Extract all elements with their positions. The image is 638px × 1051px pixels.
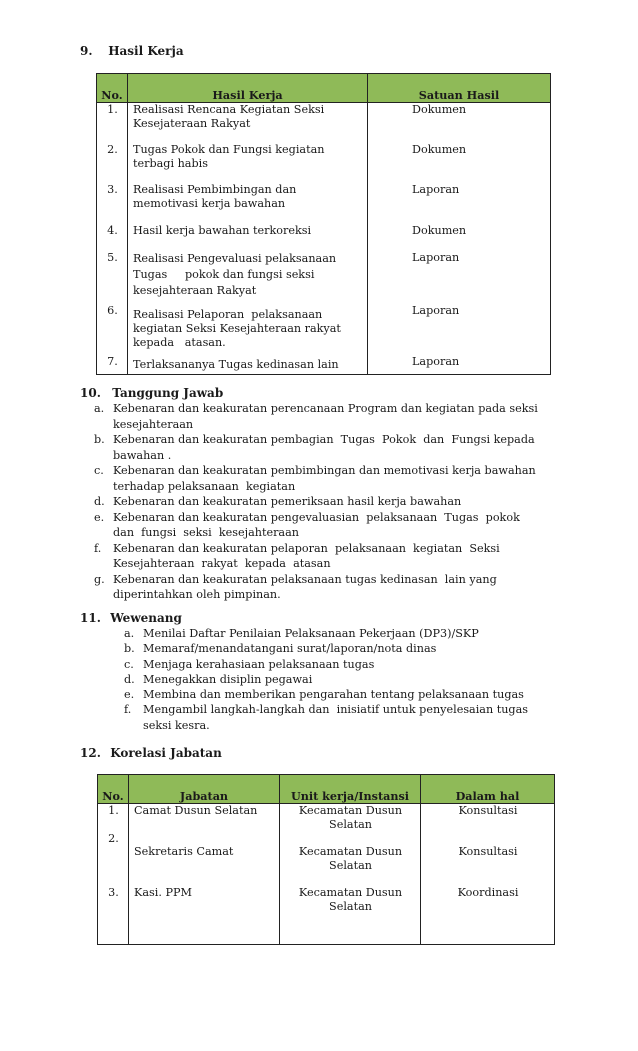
table-row: [97, 251, 551, 304]
satuan-hasil-cell: Laporan: [368, 355, 551, 375]
cell-line: terbagi habis: [133, 156, 208, 170]
row-number: 6.: [97, 304, 128, 355]
item-text: Menjaga kerahasiaan pelaksanaan tugas: [143, 657, 375, 671]
list-item: [94, 510, 564, 541]
item-line: Kebenaran dan keakuratan pelaporan pelaksanaan kegiatan Seksi: [113, 541, 500, 555]
item-marker: c.: [94, 464, 104, 477]
cell-line: Kecamatan Dusun: [298, 804, 403, 817]
list-item: [94, 432, 564, 463]
list-item: [124, 687, 544, 702]
wewenang-list: [124, 626, 544, 733]
item-line: Kebenaran dan keakuratan pembimbingan dan memotivasi kerja bawahan: [113, 464, 536, 477]
cell-line: Terlaksananya Tugas kedinasan lain: [133, 357, 339, 371]
item-text: [113, 494, 564, 510]
item-marker: a.: [124, 627, 135, 640]
table-row: [97, 143, 551, 183]
hasil-kerja-cell: [128, 183, 368, 224]
table-row: [97, 224, 551, 251]
item-line: Kebenaran dan keakuratan pembagian Tugas Pokok dan Fungsi kepada: [113, 433, 535, 446]
cell-line: Tugas Pokok dan Fungsi kegiatan: [133, 142, 325, 156]
list-item: [94, 541, 564, 572]
item-marker: b.: [124, 642, 135, 656]
section-number: 10.: [80, 386, 101, 400]
section-number: 11.: [80, 611, 101, 625]
section-number: 12.: [80, 746, 101, 760]
list-item: [94, 401, 564, 432]
section-number: 9.: [80, 44, 93, 58]
cell-line: Realisasi Pelaporan pelaksanaan: [133, 307, 323, 321]
list-item: [94, 463, 564, 494]
cell-line: Kecamatan Dusun: [298, 845, 403, 858]
jabatan-cell: Camat Dusun Selatan: [129, 804, 280, 833]
item-marker: d.: [124, 672, 135, 686]
cell-line: Hasil kerja bawahan terkoreksi: [133, 223, 312, 237]
list-item: [124, 641, 544, 656]
satuan-hasil-cell: Laporan: [368, 304, 551, 355]
row-number-text: 2.: [108, 832, 119, 845]
header-hasil-kerja: Hasil Kerja: [128, 74, 368, 103]
item-text: [113, 572, 564, 603]
unit-kerja-cell: [280, 804, 421, 833]
list-item: [124, 672, 544, 687]
hasil-kerja-cell: [128, 143, 368, 183]
row-number: 2.: [97, 143, 128, 183]
tanggung-jawab-list: [94, 401, 564, 603]
cell-line: Realisasi Pembimbingan dan: [133, 182, 297, 196]
cell-line: Selatan: [329, 818, 372, 831]
table-row: [98, 804, 555, 833]
item-line: Kebenaran dan keakuratan perencanaan Program dan kegiatan pada seksi: [113, 402, 538, 415]
dalam-hal-cell: Konsultasi: [421, 804, 555, 833]
hasil-kerja-cell: [128, 304, 368, 355]
header-dalam-hal: Dalam hal: [421, 775, 555, 804]
row-number: 3.: [97, 183, 128, 224]
satuan-hasil-cell: Dokumen: [368, 224, 551, 251]
cell-line: Kecamatan Dusun: [298, 886, 403, 899]
jabatan-cell: Sekretaris Camat: [129, 832, 280, 873]
header-satuan-hasil: Satuan Hasil: [368, 74, 551, 103]
jabatan-cell: Kasi. PPM: [129, 873, 280, 944]
list-item: [124, 626, 544, 641]
list-item: [94, 494, 564, 510]
list-item: [124, 657, 544, 672]
row-number: 4.: [97, 224, 128, 251]
item-line: Kebenaran dan keakuratan pengevaluasian pelaksanaan Tugas pokok: [113, 510, 520, 524]
item-marker: b.: [94, 433, 105, 446]
item-line: diperintahkan oleh pimpinan.: [113, 588, 281, 601]
hasil-kerja-cell: [128, 251, 368, 304]
header-no: No.: [97, 74, 128, 103]
list-item: [124, 702, 544, 733]
item-marker: f.: [124, 703, 132, 717]
unit-kerja-cell: [280, 832, 421, 873]
item-line: Kebenaran dan keakuratan pemeriksaan hasil kerja bawahan: [113, 495, 462, 508]
item-text: [113, 510, 564, 541]
row-number: 3.: [98, 873, 129, 944]
table-header-row: [98, 775, 555, 804]
cell-line: kegiatan Seksi Kesejahteraan rakyat: [133, 321, 341, 335]
cell-line: Realisasi Rencana Kegiatan Seksi: [133, 103, 325, 116]
table-row: [97, 355, 551, 375]
section-10-heading: [80, 386, 223, 400]
section-title: Hasil Kerja: [108, 44, 184, 58]
cell-line: Selatan: [329, 859, 372, 872]
item-text: Menegakkan disiplin pegawai: [143, 672, 313, 686]
hasil-kerja-table: [96, 73, 551, 375]
dalam-hal-cell: Konsultasi: [421, 832, 555, 873]
header-unit-kerja: Unit kerja/Instansi: [280, 775, 421, 804]
table-header-row: [97, 74, 551, 103]
cell-line: Kesejateraan Rakyat: [133, 117, 251, 130]
section-title: Wewenang: [110, 611, 182, 625]
item-text: [113, 401, 564, 432]
item-line: bawahan .: [113, 448, 172, 462]
cell-line: Selatan: [329, 900, 372, 913]
hasil-kerja-cell: [128, 103, 368, 143]
satuan-hasil-cell: Laporan: [368, 251, 551, 304]
hasil-kerja-cell: [128, 355, 368, 375]
item-line: Kebenaran dan keakuratan pelaksanaan tugas kedinasan lain yang: [113, 572, 497, 586]
item-marker: d.: [94, 495, 105, 508]
item-text: Memaraf/menandatangani surat/laporan/nota dinas: [143, 642, 437, 656]
cell-line: kesejahteraan Rakyat: [133, 283, 257, 297]
cell-line: Realisasi Pengevaluasi pelaksanaan: [133, 251, 337, 265]
item-marker: a.: [94, 402, 105, 415]
row-number: 1.: [98, 804, 129, 833]
table-row: [97, 103, 551, 143]
satuan-hasil-cell: Dokumen: [368, 103, 551, 143]
item-text: [113, 432, 564, 463]
item-line: Mengambil langkah-langkah dan inisiatif untuk penyelesaian tugas: [143, 703, 529, 717]
item-marker: f.: [94, 541, 102, 555]
unit-kerja-cell: [280, 873, 421, 944]
header-no: No.: [98, 775, 129, 804]
row-number: [98, 832, 129, 873]
satuan-hasil-cell: Dokumen: [368, 143, 551, 183]
list-item: [94, 572, 564, 603]
item-line: Kesejahteraan rakyat kepada atasan: [113, 557, 331, 570]
section-11-heading: [80, 611, 182, 625]
item-text: [143, 702, 544, 733]
section-9-heading: [80, 44, 184, 58]
row-number: 1.: [97, 103, 128, 143]
cell-line: Tugas pokok dan fungsi seksi: [133, 267, 315, 281]
cell-line: kepada atasan.: [133, 335, 226, 349]
row-number: 5.: [97, 251, 128, 304]
item-line: dan fungsi seksi kesejahteraan: [113, 526, 299, 539]
section-title: Korelasi Jabatan: [110, 746, 222, 760]
item-text: Membina dan memberikan pengarahan tentang pelaksanaan tugas: [143, 688, 524, 702]
header-jabatan: Jabatan: [129, 775, 280, 804]
korelasi-jabatan-table: [97, 774, 555, 945]
item-line: seksi kesra.: [143, 718, 210, 732]
item-line: kesejahteraan: [113, 417, 194, 431]
row-number: 7.: [97, 355, 128, 375]
item-text: [113, 463, 564, 494]
satuan-hasil-cell: Laporan: [368, 183, 551, 224]
item-text: Menilai Daftar Penilaian Pelaksanaan Pekerjaan (DP3)/SKP: [143, 627, 479, 640]
table-row: [98, 873, 555, 944]
cell-line: memotivasi kerja bawahan: [133, 196, 286, 210]
item-marker: g.: [94, 572, 105, 586]
hasil-kerja-cell: [128, 224, 368, 251]
table-row: [97, 183, 551, 224]
item-marker: e.: [94, 510, 105, 524]
section-title: Tanggung Jawab: [112, 386, 224, 400]
dalam-hal-cell: Koordinasi: [421, 873, 555, 944]
item-line: terhadap pelaksanaan kegiatan: [113, 479, 296, 493]
table-row: [97, 304, 551, 355]
item-marker: c.: [124, 657, 134, 671]
item-marker: e.: [124, 688, 135, 702]
table-row: [98, 832, 555, 873]
section-12-heading: [80, 746, 222, 760]
item-text: [113, 541, 564, 572]
